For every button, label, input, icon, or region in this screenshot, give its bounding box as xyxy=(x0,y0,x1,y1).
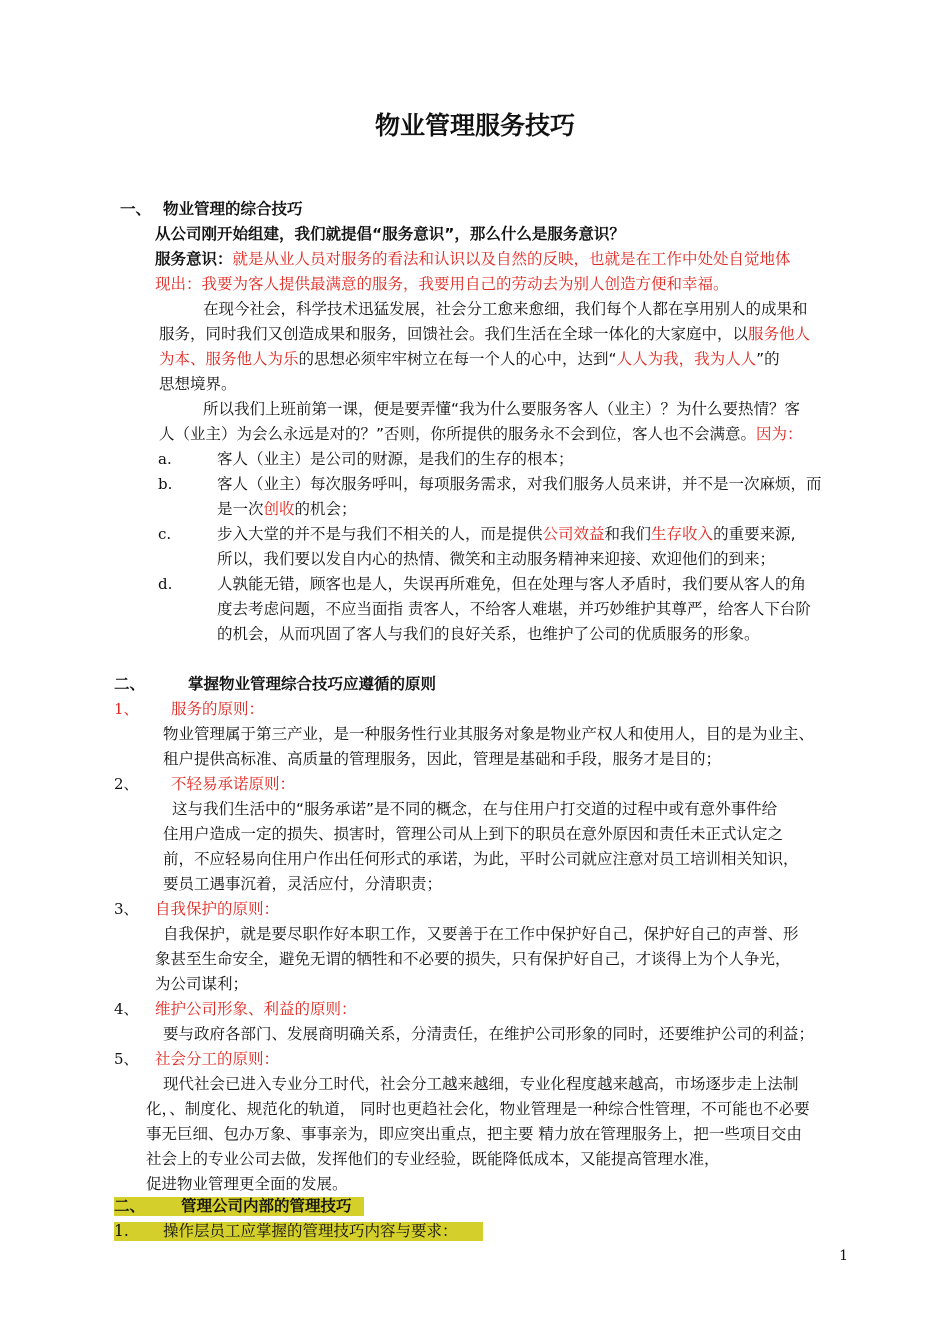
section-2-number: 二、 xyxy=(114,675,146,693)
para2-line1: 所以我们上班前第一课，便是要弄懂“我为什么要服务客人（业主）？为什么要热情？客 xyxy=(203,400,801,418)
principle-5-line4: 社会上的专业公司去做，发挥他们的专业经验，既能降低成本，又能提高管理水准， xyxy=(146,1150,720,1168)
para1-line3-text: 的思想必须牢牢树立在每一个人的心中，达到“ xyxy=(298,350,617,368)
list-item-d-line3: 的机会，从而巩固了客人与我们的良好关系，也维护了公司的优质服务的形象。 xyxy=(217,625,760,643)
list-item-c-line2: 所以，我们要以发自内心的热情、微笑和主动服务精神来迎接、欢迎他们的到来； xyxy=(217,550,776,568)
principle-5-number: 5、 xyxy=(114,1050,139,1068)
principle-5-line5: 促进物业管理更全面的发展。 xyxy=(146,1175,348,1193)
subsection-1-heading-bar xyxy=(114,1222,483,1241)
principle-1-line2: 租户提供高标准、高质量的管理服务，因此，管理是基础和手段，服务才是目的； xyxy=(163,750,722,768)
principle-3-line3: 为公司谋利； xyxy=(155,975,249,993)
definition-line-1 xyxy=(155,247,791,272)
list-item-c-highlight-2: 生存收入 xyxy=(651,525,714,543)
principle-2-number: 2、 xyxy=(114,775,139,793)
list-item-c-highlight-1: 公司效益 xyxy=(542,525,605,543)
para1-line3 xyxy=(159,347,780,372)
list-item-c-line1 xyxy=(217,522,796,547)
section-1-heading: 物业管理的综合技巧 xyxy=(163,200,303,218)
para1-line2 xyxy=(159,322,810,347)
principle-2-line2: 住用户造成一定的损失、损害时，管理公司从上到下的职员在意外原因和责任未正式认定之 xyxy=(163,825,784,843)
principle-2-line4: 要员工遇事沉着，灵活应付，分清职责； xyxy=(163,875,443,893)
list-item-a: 客人（业主）是公司的财源，是我们的生存的根本； xyxy=(217,450,574,468)
list-item-b-highlight: 创收 xyxy=(263,500,295,518)
section-3-number: 二、 xyxy=(114,1197,146,1215)
principle-3-heading: 自我保护的原则： xyxy=(155,900,280,918)
principle-4-heading: 维护公司形象、利益的原则： xyxy=(155,1000,357,1018)
principle-2-line1: 这与我们生活中的“服务承诺”是不同的概念，在与住用户打交道的过程中或有意外事件给 xyxy=(172,800,778,818)
principle-2-heading: 不轻易承诺原则： xyxy=(171,775,296,793)
para2-line2 xyxy=(159,422,803,447)
para1-line1: 在现今社会，科学技术迅猛发展，社会分工愈来愈细，我们每个人都在享用别人的成果和 xyxy=(203,300,808,318)
definition-line-2: 现出：我要为客人提供最满意的服务，我要用自己的劳动去为别人创造方便和幸福。 xyxy=(155,275,729,293)
principle-4-number: 4、 xyxy=(114,1000,139,1018)
list-item-b-line2 xyxy=(217,497,357,522)
subsection-1-heading: 操作层员工应掌握的管理技巧内容与要求： xyxy=(163,1222,458,1240)
list-item-b-text: 是一次 xyxy=(217,500,264,518)
para1-highlight-2: 为本、服务他人为乐 xyxy=(159,350,299,368)
principle-2-line3: 前，不应轻易向住用户作出任何形式的承诺，为此，平时公司就应注意对员工培训相关知识， xyxy=(163,850,799,868)
list-item-c-text-2: 和我们 xyxy=(604,525,652,543)
para1-line2-text: 服务，同时我们又创造成果和服务，回馈社会。我们生活在全球一体化的大家庭中，以 xyxy=(159,325,749,343)
principle-3-number: 3、 xyxy=(114,900,139,918)
para1-line4: 思想境界。 xyxy=(159,375,237,393)
section-1-number: 一、 xyxy=(120,200,152,218)
principle-3-line1: 自我保护，就是要尽职作好本职工作，又要善于在工作中保护好自己，保护好自己的声誉、形 xyxy=(163,925,799,943)
definition-label: 服务意识： xyxy=(155,250,233,268)
list-item-b-end: 的机会； xyxy=(294,500,357,518)
principle-1-number: 1、 xyxy=(114,700,139,718)
document-title: 物业管理服务技巧 xyxy=(374,111,575,140)
principle-4-line1: 要与政府各部门、发展商明确关系，分清责任，在维护公司形象的同时，还要维护公司的利益； xyxy=(163,1025,815,1043)
para2-because: 因为： xyxy=(756,425,803,443)
page-number: 1 xyxy=(839,1248,848,1264)
list-item-d-line2: 度去考虑问题，不应当面指 责客人，不给客人难堪，并巧妙维护其尊严，给客人下台阶 xyxy=(217,600,811,618)
section-3-heading-bar xyxy=(114,1197,364,1216)
para2-line2-text: 人（业主）为会么永远是对的？”否则，你所提供的服务永不会到位，客人也不会满意。 xyxy=(159,425,757,443)
principle-5-line3: 事无巨细、包办万象、事事亲为，即应突出重点，把主要 精力放在管理服务上，把一些项目交由 xyxy=(146,1125,802,1143)
para1-highlight-1: 服务他人 xyxy=(748,325,811,343)
principle-3-line2: 象甚至生命安全，避免无谓的牺牲和不必要的损失，只有保护好自己，才谈得上为个人争光， xyxy=(155,950,791,968)
principle-5-line1: 现代社会已进入专业分工时代，社会分工越来越细，专业化程度越来越高，市场逐步走上法制 xyxy=(163,1075,799,1093)
principle-1-heading: 服务的原则： xyxy=(171,700,265,718)
list-item-c-text-3: 的重要来源, xyxy=(713,525,796,543)
principle-5-line2: 化，、制度化、规范化的轨道， 同时也更趋社会化，物业管理是一种综合性管理，不可能也不必要 xyxy=(146,1100,810,1118)
subsection-1-number: 1. xyxy=(114,1222,129,1240)
list-marker-d: d. xyxy=(158,575,173,593)
principle-5-heading: 社会分工的原则： xyxy=(155,1050,280,1068)
section-1-question: 从公司刚开始组建，我们就提倡“服务意识”，那么什么是服务意识？ xyxy=(155,225,625,243)
list-item-d-line1: 人孰能无错，顾客也是人，失误再所难免，但在处理与客人矛盾时，我们要从客人的角 xyxy=(217,575,807,593)
list-marker-c: c. xyxy=(158,525,172,543)
list-marker-a: a. xyxy=(158,450,172,468)
section-3-heading: 管理公司内部的管理技巧 xyxy=(181,1197,352,1215)
list-marker-b: b. xyxy=(158,475,173,493)
principle-1-line1: 物业管理属于第三产业，是一种服务性行业其服务对象是物业产权人和使用人，目的是为业主、 xyxy=(163,725,815,743)
para1-line3-end: ”的 xyxy=(756,350,780,368)
para1-highlight-3: 人人为我，我为人人 xyxy=(616,350,757,368)
list-item-b-line1: 客人（业主）每次服务呼叫，每项服务需求，对我们服务人员来讲，并不是一次麻烦，而 xyxy=(217,475,822,493)
definition-text-1: 就是从业人员对服务的看法和认识以及自然的反映，也就是在工作中处处自觉地体 xyxy=(232,250,791,268)
list-item-c-text-1: 步入大堂的并不是与我们不相关的人，而是提供 xyxy=(217,525,543,543)
section-2-heading: 掌握物业管理综合技巧应遵循的原则 xyxy=(188,675,437,693)
